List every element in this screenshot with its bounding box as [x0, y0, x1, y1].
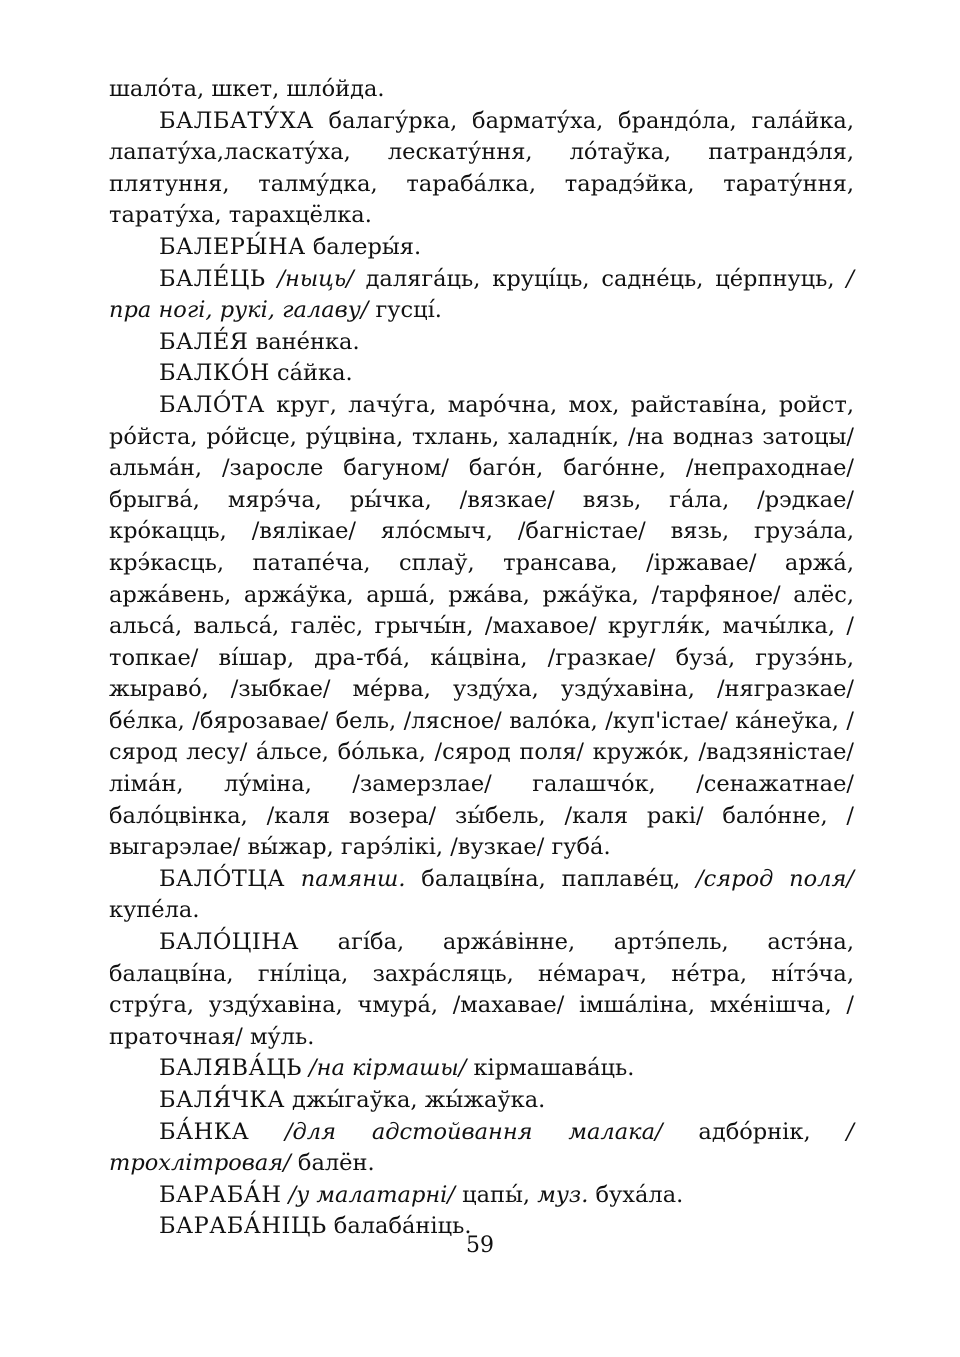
entry-balkon: БАЛКО́Н са́йка. [159, 360, 353, 387]
entry-balota: БАЛО́ТА круг, лачу́га, маро́чна, мох, райставі́на, ройст, ро́йста, ро́йсце, ру́цвіна, тхлань, халадні́к, /на водназ затоцы/ альма́н, /заросле багуном/ баго́н, баго́нне, /непраходнае/ брыгва́, мярэ́ча, ры́чка, /вязкае/ вязь, га́ла, /рэдкае/ кро́кацць, /вялікае/ яло́смыч, /багністае/ вязь, груза́ла, крэ́касць, патапе́ча, сплаў, трансава, /іржавае/ аржа́, аржа́вень, аржа́ўка, арша́, ржа́ва, ржа́ўка, /тарфяное/ алёс, альса́, вальса́, галёс, грычы́н, /махавое/ кругля́к, мачы́лка, /топкае/ ві́шар, дра-тба́, ка́цвіна, /гразкае/ буза́, грузэ́нь, жыраво́, /зыбкае/ ме́рва, узду́ха, узду́хавіна, /нягразкае/ бе́лка, /бярозавае/ бель, /лясное/ вало́ка, /куп'істае/ ка́неўка, /сярод лесу/ а́льсе, бо́лька, /сярод поля/ кружо́к, /вадзяністае/ ліма́н, лу́міна, /замерзлае/ галашчо́к, /сенажатнае/ бало́цвінка, /каля возера/ зы́бель, /каля ракі/ бало́нне, /выгарэлае/ вы́жар, гарэ́лікі, /вузкае/ губа́. [109, 391, 854, 861]
entry-baleya: БАЛЕ́Я ване́нка. [159, 328, 360, 355]
page-number: 59 [466, 1233, 494, 1258]
headword: БАЛЯВА́ЦЬ [159, 1055, 302, 1082]
entry-balets: БАЛЕ́ЦЬ /ныць/ даляга́ць, круці́ць, садне́ць, це́рпнуць, /пра ногі, рукі, галаву/ гусці́. [109, 265, 855, 324]
entry-balbatukha: БАЛБАТУ́ХА балагу́рка, бармату́ха, брандо́ла, гала́йка, лапату́ха,ласкату́ха, лескату́ння, ло́таўка, патрандэ́ля, плятуння, талму́дка, тараба́лка, тарадэ́йка, тарату́ння, тарату́ха, тарахцёлка. [109, 107, 854, 229]
entry-balottsa: БАЛО́ТЦА памянш. балацві́на, паплаве́ц, /сярод поля/ купе́ла. [109, 865, 854, 924]
entry-barabanits: БАРАБА́НІЦЬ балаба́ніць. [159, 1213, 472, 1240]
dictionary-text [109, 74, 854, 1243]
entry-balyachka: БАЛЯ́ЧКА джы́гаўка, жы́жаўка. [159, 1087, 546, 1113]
entry-baleryna: БАЛЕРЫ́НА балеры́я. [159, 233, 422, 260]
headword: БАЛО́ТА [159, 391, 265, 418]
headword: БАЛЕРЫ́НА [159, 233, 306, 260]
headword: БАРАБА́Н [159, 1181, 282, 1208]
headword: БА́НКА [159, 1118, 250, 1145]
headword: БАЛО́ТЦА [159, 865, 285, 892]
headword: БАЛЕ́ЦЬ [159, 265, 266, 292]
entry-balotsina: БАЛО́ЦІНА агі́ба, аржа́вінне, артэ́пель, астэ́на, балацві́на, гні́ліца, захра́сляць, не́марач, не́тра, ні́тэ́ча, стру́га, узду́хавіна, чмура́, /махавае/ імша́ліна, мхе́нішча, /праточная/ му́ль. [109, 929, 854, 1050]
entry-baraban: БАРАБА́Н /у малатарні/ цапы́, муз. буха́ла. [159, 1181, 684, 1208]
headword: БАЛЕ́Я [159, 328, 249, 355]
headword: БАЛО́ЦІНА [159, 929, 299, 956]
headword: БАЛЯ́ЧКА [159, 1087, 285, 1113]
headword: БАЛБАТУ́ХА [159, 107, 314, 134]
entry-balyavats: БАЛЯВА́ЦЬ /на кірмашы/ кірмашава́ць. [159, 1055, 635, 1082]
headword: БАЛКО́Н [159, 360, 270, 387]
entry-continuation: шало́та, шкет, шло́йда. [109, 76, 385, 102]
headword: БАРАБА́НІЦЬ [159, 1213, 327, 1240]
entry-banka: БА́НКА /для адстойвання малака/ адбо́рнік, /трохлітровая/ балён. [109, 1118, 854, 1177]
